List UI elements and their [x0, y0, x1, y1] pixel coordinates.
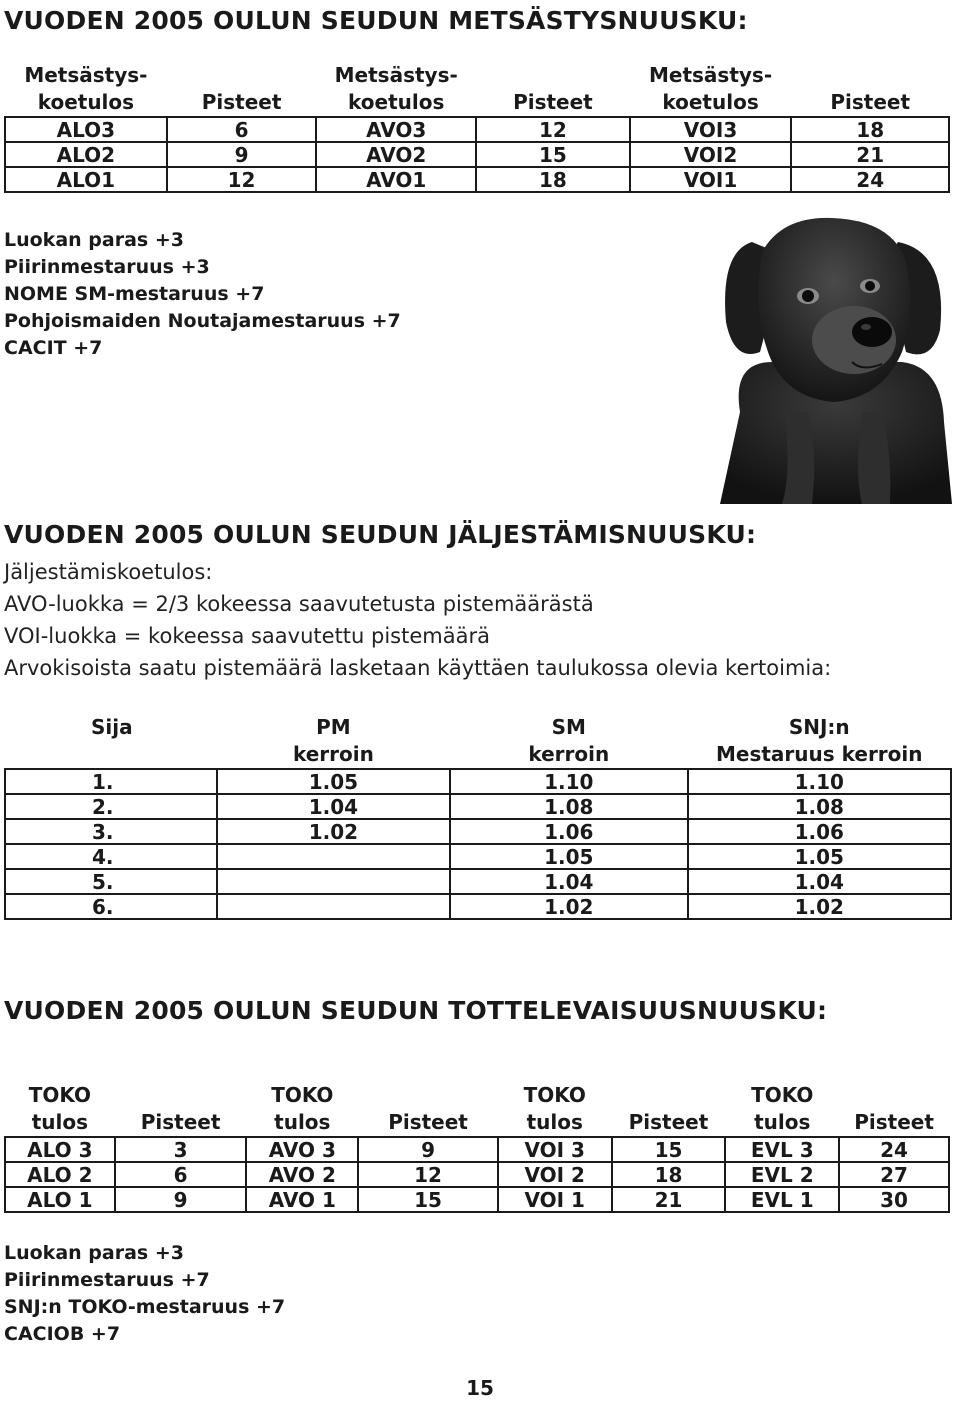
- hunting-header-text: Pisteet: [201, 90, 282, 114]
- obedience-cell: 18: [612, 1162, 726, 1187]
- tracking-cell: 1.04: [450, 869, 687, 894]
- hunting-cell: 21: [791, 142, 949, 167]
- obedience-header-text: Pisteet: [628, 1110, 709, 1134]
- obedience-cell: 21: [612, 1187, 726, 1212]
- hunting-header-text: koetulos: [662, 90, 759, 114]
- tracking-row: [5, 769, 951, 794]
- hunting-cell: ALO1: [5, 167, 167, 192]
- hunting-header: [316, 62, 476, 117]
- hunting-bonus-item: Pohjoismaiden Noutajamestaruus +7: [4, 310, 401, 332]
- obedience-cell: 15: [358, 1187, 498, 1212]
- hunting-cell: 12: [167, 167, 317, 192]
- tracking-cell: 1.02: [450, 894, 687, 919]
- obedience-cell: VOI 2: [498, 1162, 612, 1187]
- obedience-header: [358, 1082, 498, 1137]
- obedience-cell: AVO 3: [246, 1137, 358, 1162]
- hunting-points-table: [4, 62, 950, 193]
- hunting-cell: ALO2: [5, 142, 167, 167]
- hunting-header: [476, 62, 630, 117]
- obedience-cell: 30: [839, 1187, 949, 1212]
- hunting-cell: VOI2: [630, 142, 792, 167]
- obedience-cell: ALO 2: [5, 1162, 115, 1187]
- tracking-header: [5, 714, 217, 769]
- tracking-cell: 1.06: [688, 819, 952, 844]
- hunting-cell: AVO2: [316, 142, 476, 167]
- obedience-header-text: tulos: [754, 1110, 811, 1134]
- tracking-cell: 1.05: [217, 769, 450, 794]
- tracking-title: VUODEN 2005 OULUN SEUDUN JÄLJESTÄMISNUUSKU:: [4, 520, 757, 549]
- hunting-header-text: Pisteet: [513, 90, 593, 114]
- tracking-cell: [217, 894, 450, 919]
- tracking-header-text: Sija: [91, 715, 133, 739]
- tracking-cell: 1.10: [688, 769, 952, 794]
- hunting-title: VUODEN 2005 OULUN SEUDUN METSÄSTYSNUUSKU:: [4, 6, 748, 35]
- tracking-cell: 1.02: [217, 819, 450, 844]
- obedience-title: VUODEN 2005 OULUN SEUDUN TOTTELEVAISUUSNUUSKU:: [4, 996, 828, 1025]
- obedience-cell: 9: [358, 1137, 498, 1162]
- tracking-cell: 5.: [5, 869, 217, 894]
- tracking-cell: 1.08: [688, 794, 952, 819]
- tracking-cell: 1.04: [688, 869, 952, 894]
- obedience-header-text: TOKO: [523, 1083, 586, 1107]
- hunting-cell: 18: [791, 117, 949, 142]
- hunting-cell: 24: [791, 167, 949, 192]
- obedience-row: [5, 1187, 949, 1212]
- obedience-header: [246, 1082, 358, 1137]
- tracking-cell: 1.05: [688, 844, 952, 869]
- obedience-header-text: TOKO: [751, 1083, 814, 1107]
- obedience-cell: 12: [358, 1162, 498, 1187]
- hunting-bonus-item: Luokan paras +3: [4, 229, 184, 251]
- tracking-row: [5, 819, 951, 844]
- obedience-header: [5, 1082, 115, 1137]
- tracking-cell: 1.10: [450, 769, 687, 794]
- hunting-header-text: Metsästys-: [24, 63, 148, 87]
- hunting-bonus-item: CACIT +7: [4, 337, 103, 359]
- hunting-cell: VOI3: [630, 117, 792, 142]
- obedience-header-text: tulos: [31, 1110, 89, 1134]
- tracking-description-line: VOI-luokka = kokeessa saavutettu pistemäärä: [4, 624, 490, 648]
- tracking-cell: 1.04: [217, 794, 450, 819]
- obedience-cell: 27: [839, 1162, 949, 1187]
- hunting-cell: VOI1: [630, 167, 792, 192]
- tracking-description-line: Arvokisoista saatu pistemäärä lasketaan käyttäen taulukossa olevia kertoimia:: [4, 656, 832, 680]
- tracking-header-text: kerroin: [528, 742, 610, 766]
- hunting-cell: 12: [476, 117, 630, 142]
- hunting-cell: 15: [476, 142, 630, 167]
- tracking-row: [5, 869, 951, 894]
- dog-puppy-photo: [712, 212, 958, 508]
- tracking-cell: 1.02: [688, 894, 952, 919]
- obedience-cell: AVO 1: [246, 1187, 358, 1212]
- obedience-cell: 24: [839, 1137, 949, 1162]
- tracking-row: [5, 894, 951, 919]
- tracking-cell: 3.: [5, 819, 217, 844]
- tracking-cell: 6.: [5, 894, 217, 919]
- hunting-header: [630, 62, 792, 117]
- tracking-row: [5, 794, 951, 819]
- tracking-header: [688, 714, 952, 769]
- tracking-header: [450, 714, 687, 769]
- obedience-header: [115, 1082, 247, 1137]
- obedience-points-table: [4, 1082, 950, 1213]
- tracking-header-text: SM: [551, 715, 586, 739]
- hunting-row: [5, 117, 949, 142]
- tracking-cell: 2.: [5, 794, 217, 819]
- obedience-header-text: Pisteet: [140, 1110, 221, 1134]
- obedience-bonus-item: SNJ:n TOKO-mestaruus +7: [4, 1296, 286, 1318]
- obedience-bonus-item: Piirinmestaruus +7: [4, 1269, 210, 1291]
- hunting-cell: 18: [476, 167, 630, 192]
- obedience-cell: VOI 1: [498, 1187, 612, 1212]
- hunting-bonus-item: Piirinmestaruus +3: [4, 256, 210, 278]
- hunting-cell: AVO1: [316, 167, 476, 192]
- tracking-cell: [217, 869, 450, 894]
- hunting-header-text: koetulos: [348, 90, 445, 114]
- tracking-multiplier-table: [4, 714, 952, 920]
- obedience-cell: EVL 3: [725, 1137, 839, 1162]
- obedience-header: [839, 1082, 949, 1137]
- obedience-header-text: tulos: [274, 1110, 331, 1134]
- hunting-row: [5, 167, 949, 192]
- hunting-header: [5, 62, 167, 117]
- tracking-cell: 1.: [5, 769, 217, 794]
- obedience-cell: EVL 1: [725, 1187, 839, 1212]
- obedience-header: [725, 1082, 839, 1137]
- obedience-header: [612, 1082, 726, 1137]
- obedience-header-text: Pisteet: [854, 1110, 934, 1134]
- hunting-header-text: Metsästys-: [648, 63, 773, 87]
- tracking-header-text: Mestaruus kerroin: [715, 742, 923, 766]
- obedience-header-text: tulos: [526, 1110, 583, 1134]
- hunting-cell: ALO3: [5, 117, 167, 142]
- tracking-description-line: AVO-luokka = 2/3 kokeessa saavutetusta pistemäärästä: [4, 592, 594, 616]
- tracking-cell: [217, 844, 450, 869]
- obedience-header-text: Pisteet: [388, 1110, 468, 1134]
- tracking-cell: 1.06: [450, 819, 687, 844]
- tracking-cell: 4.: [5, 844, 217, 869]
- obedience-cell: 15: [612, 1137, 726, 1162]
- obedience-cell: 3: [115, 1137, 247, 1162]
- tracking-row: [5, 844, 951, 869]
- obedience-cell: 6: [115, 1162, 247, 1187]
- obedience-header: [498, 1082, 612, 1137]
- tracking-description-line: Jäljestämiskoetulos:: [4, 560, 213, 584]
- obedience-header-text: TOKO: [271, 1083, 334, 1107]
- tracking-header-text: kerroin: [292, 742, 374, 766]
- hunting-cell: 9: [167, 142, 317, 167]
- page-number: 15: [466, 1376, 494, 1400]
- hunting-header-text: Pisteet: [830, 90, 911, 114]
- obedience-row: [5, 1137, 949, 1162]
- obedience-bonus-item: Luokan paras +3: [4, 1242, 184, 1264]
- obedience-cell: ALO 3: [5, 1137, 115, 1162]
- hunting-header: [791, 62, 949, 117]
- hunting-cell: 6: [167, 117, 317, 142]
- obedience-cell: 9: [115, 1187, 247, 1212]
- tracking-cell: 1.05: [450, 844, 687, 869]
- obedience-cell: EVL 2: [725, 1162, 839, 1187]
- tracking-cell: 1.08: [450, 794, 687, 819]
- obedience-cell: AVO 2: [246, 1162, 358, 1187]
- tracking-header-text: PM: [316, 715, 351, 739]
- tracking-header: [217, 714, 450, 769]
- obedience-header-text: TOKO: [28, 1083, 91, 1107]
- obedience-cell: VOI 3: [498, 1137, 612, 1162]
- hunting-cell: AVO3: [316, 117, 476, 142]
- obedience-cell: ALO 1: [5, 1187, 115, 1212]
- obedience-bonus-item: CACIOB +7: [4, 1323, 121, 1345]
- hunting-row: [5, 142, 949, 167]
- hunting-header-text: koetulos: [37, 90, 135, 114]
- hunting-header-text: Metsästys-: [334, 63, 458, 87]
- hunting-header: [167, 62, 317, 117]
- obedience-row: [5, 1162, 949, 1187]
- hunting-bonus-item: NOME SM-mestaruus +7: [4, 283, 265, 305]
- tracking-header-text: SNJ:n: [788, 715, 850, 739]
